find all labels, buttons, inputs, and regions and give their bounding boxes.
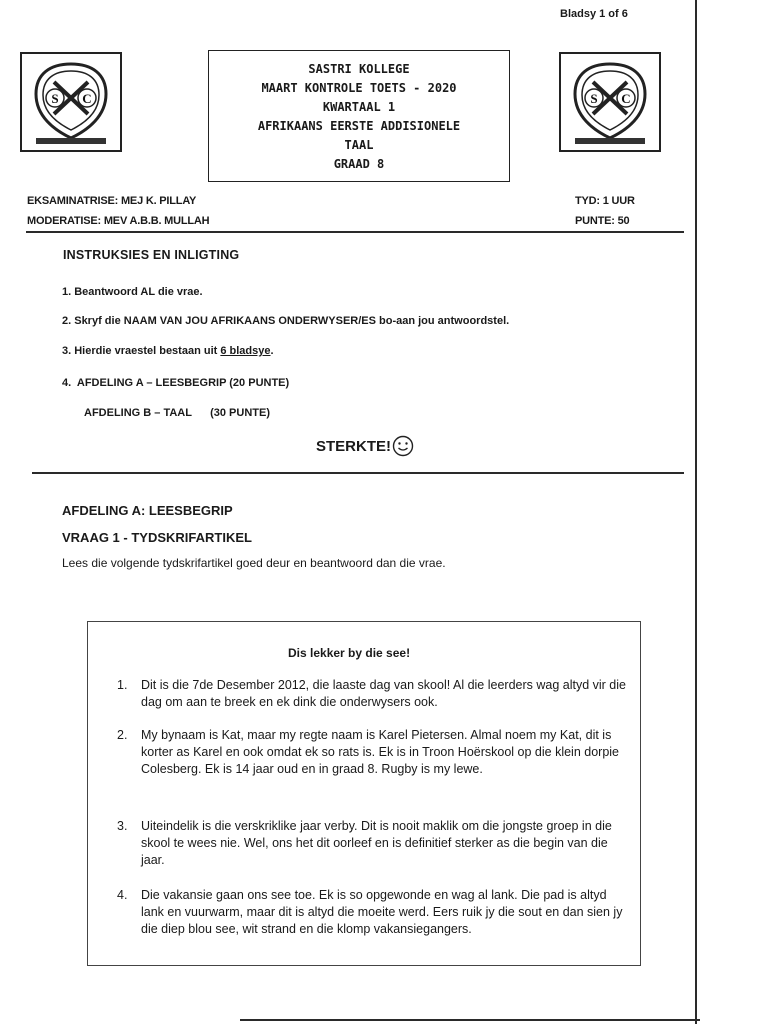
school-name: SASTRI KOLLEGE <box>308 62 410 76</box>
paragraph-number: 1. <box>117 678 128 692</box>
school-crest-icon <box>22 54 120 150</box>
paragraph-text: Dit is die 7de Desember 2012, die laaste dag van skool! Al die leerders wag altyd vir die dag om aan te breek en ek dink die onderwysers ook. <box>141 678 626 709</box>
school-logo-left <box>20 52 122 152</box>
svg-text:S: S <box>590 91 598 106</box>
question-heading: VRAAG 1 - TYDSKRIFARTIKEL <box>62 530 252 545</box>
svg-text:C: C <box>621 91 631 106</box>
subject-line-2: TAAL <box>344 138 374 152</box>
page-edge-bottom <box>240 1019 700 1021</box>
paragraph-number: 2. <box>117 728 128 742</box>
total-marks: PUNTE: 50 <box>575 215 630 227</box>
instruction-3-text: 3. Hierdie vraestel bestaan uit <box>62 345 221 357</box>
article-paragraph <box>117 677 629 711</box>
divider-middle <box>32 472 684 474</box>
good-luck-text: STERKTE! <box>316 437 391 455</box>
school-crest-icon <box>561 54 659 150</box>
instruction-3-end: . <box>270 345 274 357</box>
instruction-4: 4. AFDELING A – LEESBEGRIP (20 PUNTE) <box>62 377 290 389</box>
svg-text:C: C <box>82 91 92 106</box>
good-luck <box>316 435 414 457</box>
instruction-1: 1. Beantwoord AL die vrae. <box>62 286 203 298</box>
term: KWARTAAL 1 <box>322 100 396 114</box>
paragraph-number: 4. <box>117 888 128 902</box>
exam-title-box <box>208 50 510 182</box>
instruction-3 <box>62 345 274 357</box>
article-title: Dis lekker by die see! <box>288 646 411 660</box>
school-logo-right <box>559 52 661 152</box>
page-number: Bladsy 1 of 6 <box>560 8 628 20</box>
paragraph-text: Uiteindelik is die verskriklike jaar verby. Dit is nooit maklik om die jongste groep in die skool te wees nie. Wel, ons het dit oorleef en is definitief sterker as die begin van die jaar. <box>141 819 612 867</box>
page-edge-right <box>695 0 697 1024</box>
test-name: MAART KONTROLE TOETS - 2020 <box>261 81 457 95</box>
time-allowed: TYD: 1 UUR <box>575 195 635 207</box>
section-heading: AFDELING A: LEESBEGRIP <box>62 503 233 518</box>
article-paragraph <box>117 887 629 938</box>
moderator: MODERATISE: MEV A.B.B. MULLAH <box>27 215 210 227</box>
examiner: EKSAMINATRISE: MEJ K. PILLAY <box>27 195 197 207</box>
svg-text:S: S <box>51 91 59 106</box>
subject-line-1: AFRIKAANS EERSTE ADDISIONELE <box>257 119 461 133</box>
grade: GRAAD 8 <box>333 157 385 171</box>
paragraph-text: My bynaam is Kat, maar my regte naam is Karel Pietersen. Almal noem my Kat, dit is korter as Karel en ook omdat ek so rats is. Ek is in Troon Hoërskool op die klein dorpie Colesberg. Ek is 14 jaar oud en in graad 8. Rugby is my lewe. <box>141 728 620 776</box>
article-paragraph <box>117 818 629 869</box>
reading-instruction: Lees die volgende tydskrifartikel goed deur en beantwoord dan die vrae. <box>62 556 446 570</box>
page-count: 6 bladsye <box>220 345 271 357</box>
paragraph-number: 3. <box>117 819 128 833</box>
instruction-4b: AFDELING B – TAAL (30 PUNTE) <box>84 407 270 419</box>
paragraph-text: Die vakansie gaan ons see toe. Ek is so opgewonde en wag al lank. Die pad is altyd lank en vuurwarm, maar dit is altyd die moeite werd. Eers ruik jy die sout en dan sien jy die diep blou see, wit strand en die klomp vakansiegangers. <box>141 888 623 936</box>
divider-top <box>26 231 684 233</box>
instruction-2: 2. Skryf die NAAM VAN JOU AFRIKAANS ONDERWYSER/ES bo-aan jou antwoordstel. <box>62 315 510 327</box>
article-paragraph <box>117 727 629 778</box>
smiley-icon <box>392 435 414 457</box>
instructions-heading: INSTRUKSIES EN INLIGTING <box>63 248 240 262</box>
